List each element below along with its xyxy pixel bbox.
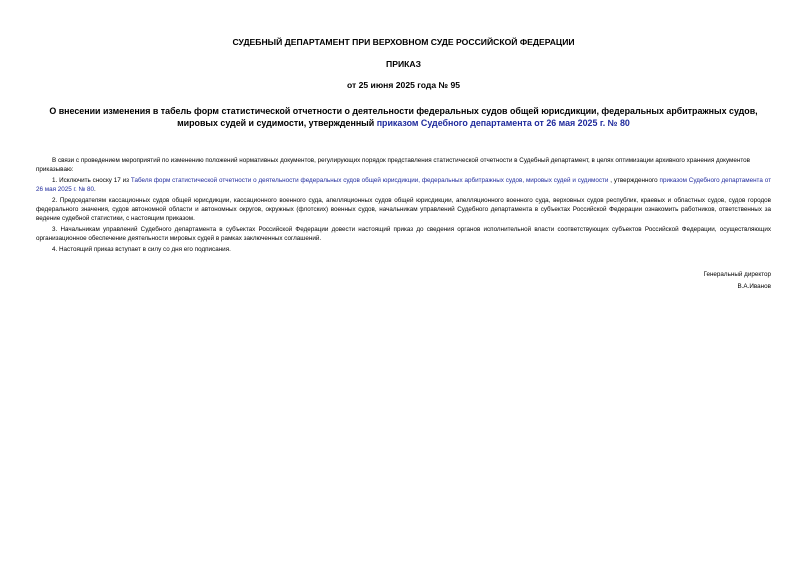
order-80-link[interactable]: приказом Судебного департамента от 26 мая 2025 г. № 80 bbox=[36, 177, 771, 193]
document-body bbox=[36, 156, 771, 254]
item-2-paragraph: 2. Председателям кассационных судов общей юрисдикции, кассационного военного суда, апелляционных судов общей юрисдикции, апелляционного военного суда, верховных судов республик, краевых и областных судов, судов городов федерального значения, судов автономной области и автономных округов, окружных (флотских) военных судов, начальникам управлений Судебного департамента в субъектах Российской Федерации ознакомить работников, ответственных за ведение судебной статистики, с настоящим приказом. bbox=[36, 197, 771, 222]
item-1-text-middle: , утвержденного bbox=[608, 177, 660, 184]
document-title-text: О внесении изменения в табель форм статистической отчетности о деятельности федеральных судов общей юрисдикции, федеральных арбитражных судов, мировых судей и судимости, утвержденный bbox=[49, 106, 758, 128]
document-date-number: от 25 июня 2025 года № 95 bbox=[346, 80, 461, 90]
title-order-link[interactable]: приказом Судебного департамента от 26 мая 2025 г. № 80 bbox=[376, 118, 630, 128]
preamble-paragraph: В связи с проведением мероприятий по изменению положений нормативных документов, регулирующих порядок представления статистической отчетности в Судебный департамент, в целях оптимизации архивного хранения документов bbox=[52, 157, 751, 164]
item-4-paragraph: 4. Настоящий приказ вступает в силу со дня его подписания. bbox=[52, 246, 231, 253]
statistics-forms-link[interactable]: Табеля форм статистической отчетности о деятельности федеральных судов общей юрисдикции, федеральных арбитражных судов, мировых судей и судимости bbox=[130, 177, 609, 184]
document-type-heading: ПРИКАЗ bbox=[386, 59, 421, 69]
document-page bbox=[36, 0, 771, 571]
item-1-paragraph bbox=[36, 176, 771, 194]
signatory-position: Генеральный директор bbox=[703, 271, 771, 278]
item-1-text-start: 1. Исключить сноску 17 из bbox=[52, 177, 131, 184]
item-1-text-end: . bbox=[94, 186, 96, 193]
document-title bbox=[36, 105, 771, 129]
signatory-name: В.А.Иванов bbox=[737, 283, 771, 290]
item-3-paragraph: 3. Начальникам управлений Судебного департамента в субъектах Российской Федерации довести настоящий приказ до сведения органов исполнительной власти соответствующих субъектов Российской Федерации, осуществляющих организационное обеспечение деятельности мировых судей в рамках заключенных соглашений. bbox=[36, 226, 771, 242]
department-heading: СУДЕБНЫЙ ДЕПАРТАМЕНТ ПРИ ВЕРХОВНОМ СУДЕ РОССИЙСКОЙ ФЕДЕРАЦИИ bbox=[232, 37, 575, 47]
order-word: приказываю: bbox=[36, 166, 74, 173]
